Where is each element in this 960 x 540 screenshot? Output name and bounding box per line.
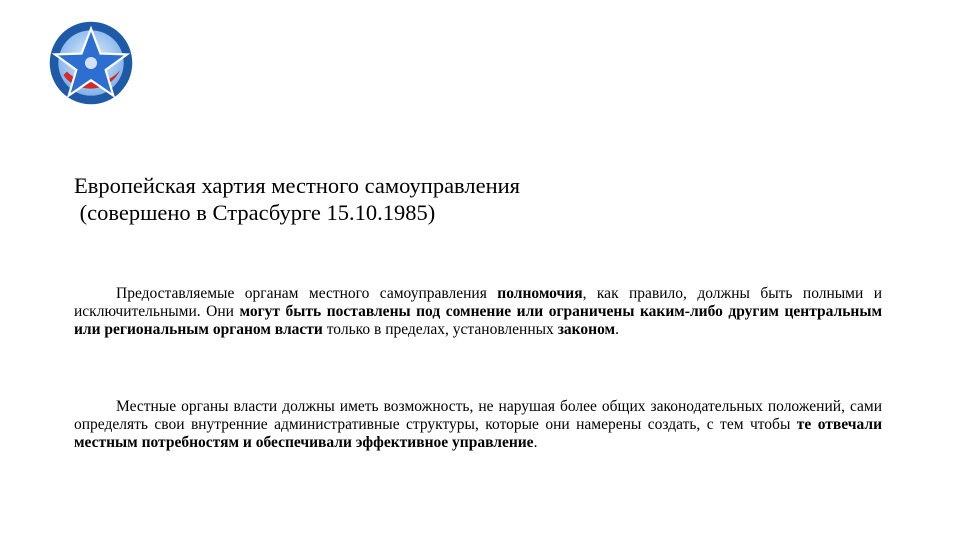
document-title — [74, 172, 774, 226]
para1-text-1: Предоставляемые органам местного самоуправления — [116, 285, 498, 302]
emblem-logo — [48, 20, 134, 106]
para1-bold-3: законом — [557, 321, 616, 339]
emblem-star-center — [85, 57, 97, 69]
para2-bold-1: те отвечали местным потребностям и обеспечивали эффективное управление — [74, 416, 882, 452]
para2-text-2: . — [533, 434, 538, 452]
para1-text-3: только в пределах, установленных — [322, 321, 558, 339]
paragraph-2 — [74, 398, 882, 453]
title-line-1: Европейская хартия местного самоуправления — [74, 173, 521, 198]
para1-bold-1: полномочия — [497, 285, 583, 302]
para1-text-2: , как правило, должны быть полными и исключительными. Они — [74, 285, 883, 321]
para1-bold-2: могут быть поставлены под сомнение или ограничены каким-либо другим центральным или региональным органом власти — [74, 303, 883, 339]
para2-text-1: Местные органы власти должны иметь возможность, не нарушая более общих законодательных положений, сами определять свои внутренние административные структуры, которые они намерены создать, с тем чтобы — [74, 398, 882, 434]
para1-text-4: . — [615, 321, 619, 339]
paragraph-1 — [74, 285, 882, 340]
title-line-2: (совершено в Страсбурге 15.10.1985) — [74, 200, 436, 225]
